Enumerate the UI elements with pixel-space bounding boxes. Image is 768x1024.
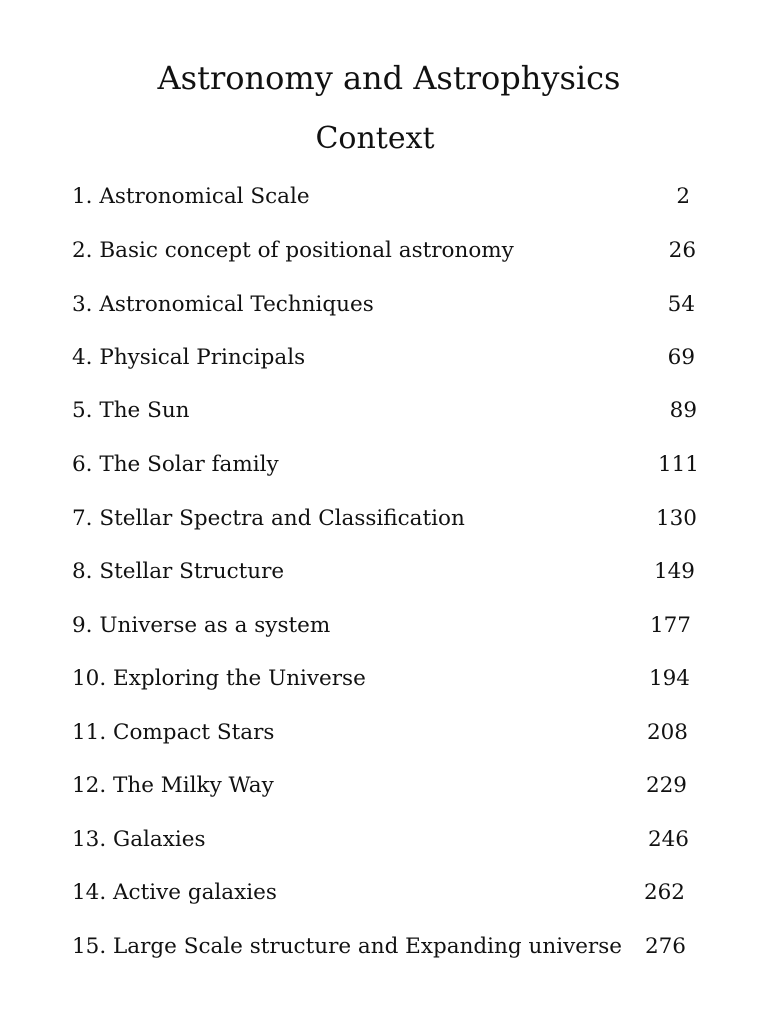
toc-entry-page: 276 (644, 934, 686, 959)
toc-entry-page: 69 (667, 345, 695, 370)
toc-entry-label: 3. Astronomical Techniques (72, 292, 374, 317)
toc-entry-label: 11. Compact Stars (72, 720, 275, 745)
toc-entry-page: 111 (657, 452, 699, 477)
toc-entry-page: 208 (646, 720, 688, 745)
toc-entry-label: 1. Astronomical Scale (72, 184, 310, 209)
toc-entry-page: 194 (648, 666, 690, 691)
toc-entry-page: 229 (645, 773, 687, 798)
toc-entry-page: 2 (676, 184, 690, 209)
toc-entry-page: 177 (649, 613, 691, 638)
toc-entry-page: 26 (668, 238, 696, 263)
toc-entry-label: 12. The Milky Way (72, 773, 274, 798)
toc-entry-label: 13. Galaxies (72, 827, 206, 852)
toc-entry-page: 246 (647, 827, 689, 852)
toc-entry-label: 6. The Solar family (72, 452, 279, 477)
toc-entry-page: 54 (667, 292, 695, 317)
toc-entry-label: 9. Universe as a system (72, 613, 331, 638)
toc-entry-label: 15. Large Scale structure and Expanding universe (72, 934, 622, 959)
toc-entry-label: 7. Stellar Spectra and Classification (72, 506, 465, 531)
toc-entry-page: 262 (643, 880, 685, 905)
toc-entry-page: 130 (655, 506, 697, 531)
document-title: Astronomy and Astrophysics (157, 59, 621, 97)
toc-entry-label: 5. The Sun (72, 398, 190, 423)
toc-entry-page: 149 (653, 559, 695, 584)
toc-entry-label: 4. Physical Principals (72, 345, 306, 370)
document-subtitle: Context (315, 121, 435, 156)
toc-entry-label: 10. Exploring the Universe (72, 666, 366, 691)
toc-entry-label: 2. Basic concept of positional astronomy (72, 238, 514, 263)
toc-entry-page: 89 (669, 398, 697, 423)
toc-entry-label: 14. Active galaxies (72, 880, 277, 905)
toc-entry-label: 8. Stellar Structure (72, 559, 285, 584)
